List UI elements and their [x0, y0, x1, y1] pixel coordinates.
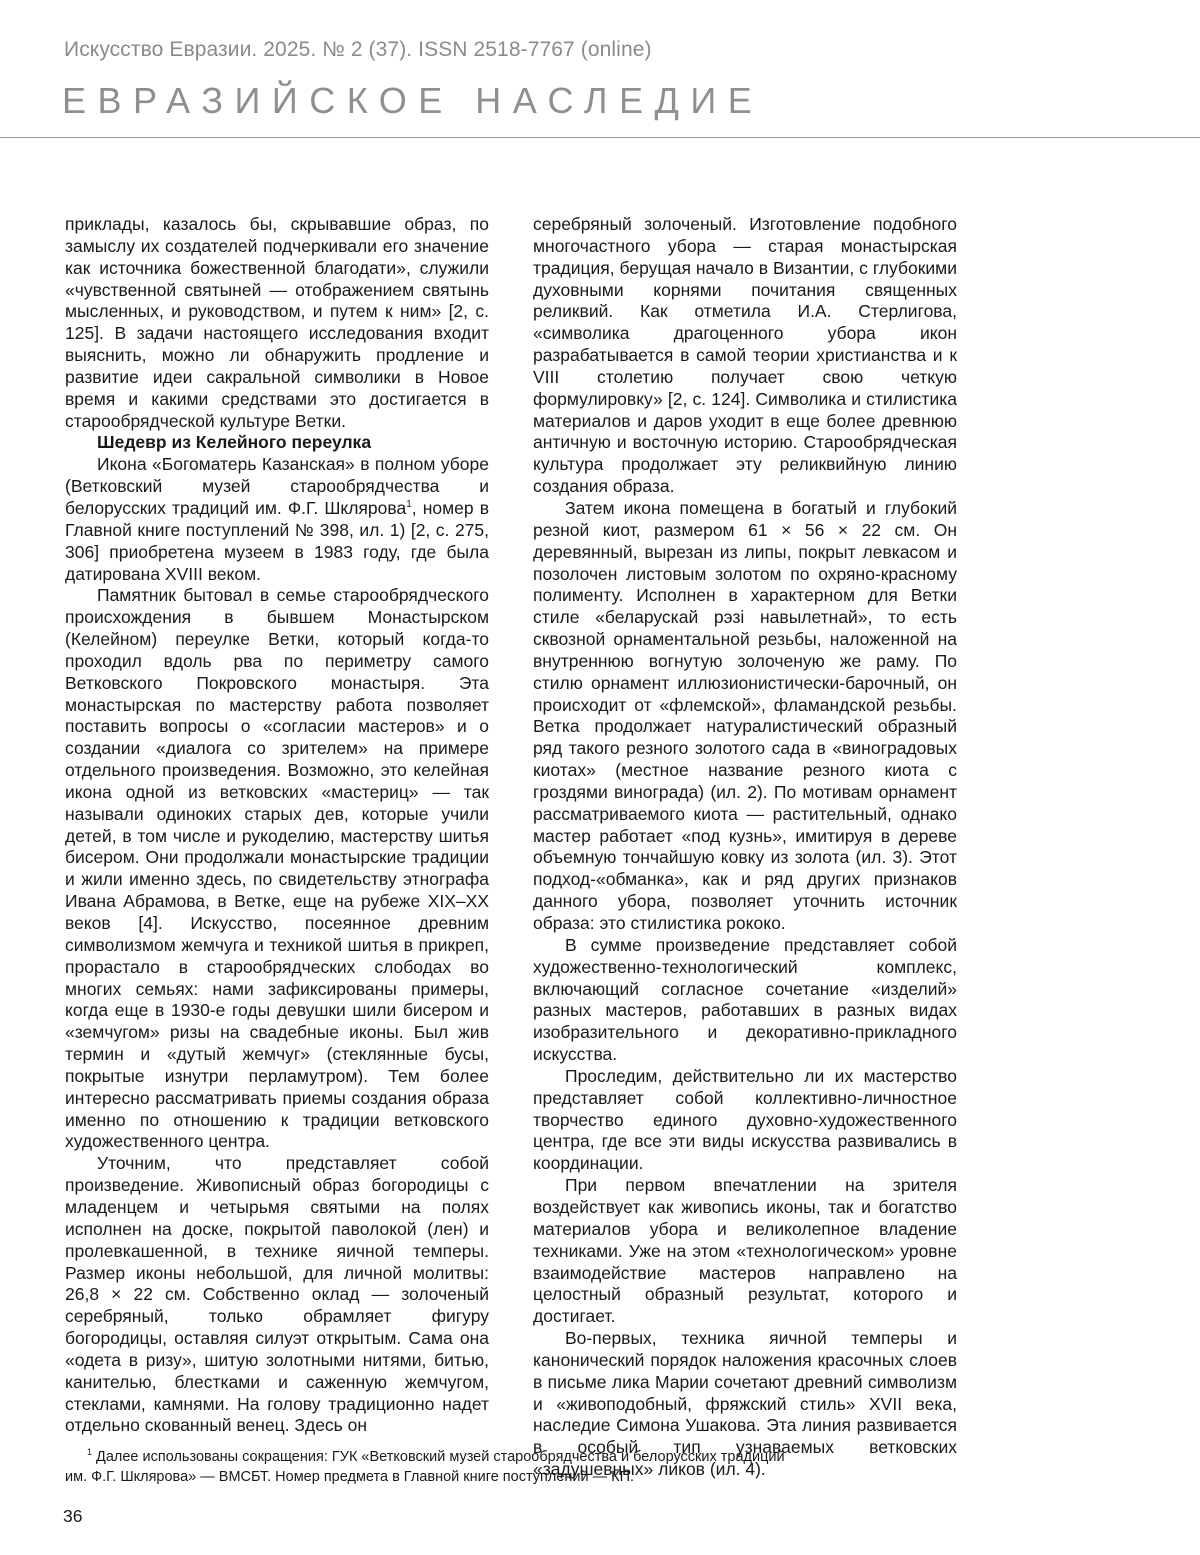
paragraph: серебряный золоченый. Изготовление подобного многочастного убора — старая монастырская традиция, берущая начало в Византии, с глубокими духовными корнями почитания священных реликвий. Как отметила И.А. Стерлигова, «символика драгоценного убора икон разрабатывается в самой теории христианства и к VIII столетию получает свою четкую формулировку» [2, с. 124]. Символика и стилистика материалов и даров уходит в еще более древнюю античную и восточную историю. Старообрядческая культура продолжает эту реликвийную линию создания образа. [533, 214, 957, 497]
footnote-line [65, 1442, 925, 1467]
paragraph: В сумме произведение представляет собой художественно-технологический комплекс, включающий согласное сочетание «изделий» разных мастеров, работавших в разных видах изобразительного и декоративно-прикладного искусства. [533, 934, 957, 1065]
journal-citation: Искусство Евразии. 2025. № 2 (37). ISSN 2518-7767 (online) [64, 38, 652, 61]
section-title: ЕВРАЗИЙСКОЕ НАСЛЕДИЕ [62, 80, 764, 121]
paragraph: Во-первых, техника яичной темперы и канонический порядок наложения красочных слоев в письме лика Марии сочетают древний символизм и «живоподобный, фряжский стиль» XVII века, наследие Симона Ушакова. Эта линия развивается в особый тип узнаваемых ветковских «задушевных» ликов (ил. 4). [533, 1328, 957, 1480]
footnote-line: им. Ф.Г. Шклярова» — ВМСБТ. Номер предмета в Главной книге поступлений — КП. [65, 1468, 635, 1485]
header-divider [0, 137, 1200, 138]
paragraph-text: , номер в Главной книге поступлений № 398, ил. 1) [2, с. 275, 306] приобретена музеем в 1983 году, где была датирована XVIII веком. [65, 497, 489, 584]
paragraph [65, 454, 489, 585]
left-column [65, 214, 489, 1437]
footnote-mark: 1 [87, 1447, 93, 1457]
paragraph-text: Икона «Богоматерь Казанская» в полном уборе (Ветковский музей старообрядчества и белорусских традиций им. Ф.Г. Шклярова [65, 454, 489, 518]
footnote [65, 1442, 925, 1487]
footnote-reference[interactable]: 1 [406, 499, 412, 511]
paragraph: Затем икона помещена в богатый и глубокий резной киот, размером 61 × 56 × 22 см. Он деревянный, вырезан из липы, покрыт левкасом и позолочен листовым золотом по охряно-красному полименту. Исполнен в характерном для Ветки стиле «беларускай рэзі навылетнай», то есть сквозной орнаментальной резьбы, наложенной на внутреннюю вогнутую золоченую же раму. По стилю орнамент иллюзионистически-барочный, он происходит от «флемской», фламандской резьбы. Ветка продолжает натуралистический образный ряд такого резного золотого сада в «виноградовых киотах» (местное название резного киота с гроздями винограда) (ил. 2). По мотивам орнамент рассматриваемого киота — растительный, однако мастер работает «под кузнь», имитируя в дереве объемную тончайшую ковку из золота (ил. 3). Этот подход-«обманка», как и ряд других признаков данного убора, позволяет уточнить источник образа: это стилистика рококо. [533, 497, 957, 933]
paragraph: Памятник бытовал в семье старообрядческого происхождения в бывшем Монастырском (Келейном) переулке Ветки, который когда-то проходил вдоль рва по периметру самого Ветковского Покровского монастыря. Эта монастырская по мастерству работа позволяет поставить вопросы о «согласии мастеров» и о создании «диалога со зрителем» на примере отдельного произведения. Возможно, это келейная икона одной из ветковских «мастериц» — так называли одиноких старых дев, которые учили детей, в том числе и рукоделию, мастерству шитья бисером. Они продолжали монастырские традиции и жили именно здесь, по свидетельству этнографа Ивана Абрамова, в Ветке, еще на рубеже XIX–XX веков [4]. Искусство, посеянное древним символизмом жемчуга и техникой шитья в прикреп, прорастало в старообрядческих слободах во многих семьях: нами зафиксированы примеры, когда еще в 1930-е годы девушки шили бисером и «земчугом» ризы на свадебные иконы. Был жив термин и «дутый жемчуг» (стеклянные бусы, покрытые изнутри перламутром). Тем более интересно рассматривать приемы создания образа именно по отношению к традиции ветковского художественного центра. [65, 585, 489, 1152]
paragraph: приклады, казалось бы, скрывавшие образ, по замыслу их создателей подчеркивали его значение как источника божественной благодати», служили «чувственной святыней — отображением святынь мысленных, и руководством, и путем к ним» [2, с. 125]. В задачи настоящего исследования входит выяснить, можно ли обнаружить продление и развитие идеи сакральной символики в Новое время и какими средствами это достигается в старообрядческой культуре Ветки. [65, 214, 489, 431]
right-column [533, 214, 957, 1481]
footnote-text: Далее использованы сокращения: ГУК «Ветковский музей старообрядчества и белорусских традиций [96, 1448, 785, 1465]
paragraph: Проследим, действительно ли их мастерство представляет собой коллективно-личностное творчество единого духовно-художественного центра, где все эти виды искусства развивались в координации. [533, 1065, 957, 1174]
paragraph: Уточним, что представляет собой произведение. Живописный образ богородицы с младенцем и четырьмя святыми на полях исполнен на доске, покрытой паволокой (лен) и пролевкашенной, в технике яичной темперы. Размер иконы небольшой, для личной молитвы: 26,8 × 22 см. Собственно оклад — золоченый серебряный, только обрамляет фигуру богородицы, оставляя силуэт открытым. Сама она «одета в ризу», шитую золотными нитями, битью, канителью, блестками и саженную жемчугом, стеклами, камнями. На голову традиционно надет отдельно скованный венец. Здесь он [65, 1153, 489, 1436]
paragraph: При первом впечатлении на зрителя воздействует как живопись иконы, так и богатство материалов убора и великолепное владение техниками. Уже на этом «технологическом» уровне взаимодействие мастеров направлено на целостный образный результат, которого и достигает. [533, 1175, 957, 1327]
subheading: Шедевр из Келейного переулка [97, 432, 372, 453]
page-number: 36 [63, 1506, 83, 1526]
